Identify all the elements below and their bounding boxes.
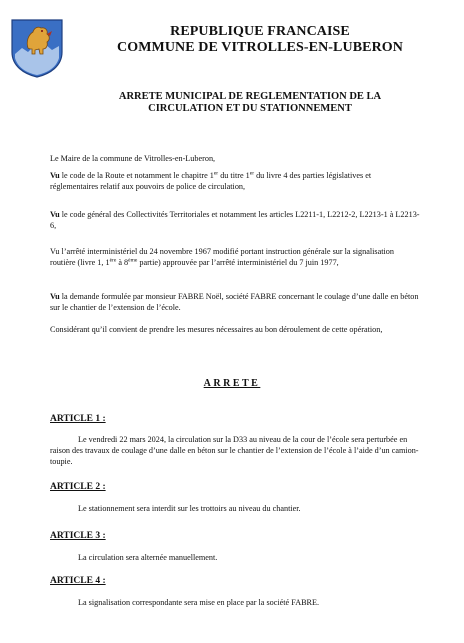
article-2-text: Le stationnement sera interdit sur les trottoirs au niveau du chantier. — [78, 504, 301, 513]
preamble-considerant: Considérant qu’il convient de prendre les mesures nécessaires au bon déroulement de cette opération, — [50, 325, 383, 334]
document-title-line-2: CIRCULATION ET DU STATIONNEMENT — [148, 103, 352, 114]
document-title-line-1: ARRETE MUNICIPAL DE REGLEMENTATION DE LA — [118, 91, 382, 102]
commune-heading: COMMUNE DE VITROLLES-EN-LUBERON — [117, 40, 403, 55]
article-3-text: La circulation sera alternée manuellement. — [78, 553, 218, 562]
article-4-heading: ARTICLE 4 : — [50, 576, 106, 586]
article-2-heading: ARTICLE 2 : — [50, 482, 106, 492]
preamble-vu-arrete-1967: Vu l’arrêté interministériel du 24 novembre 1967 modifié portant instruction générale sur la signalisation routière (livre 1, 1ère à 8ème partie) approuvée par l’arrêté interministériel du 7 juin 1977, — [50, 247, 394, 267]
preamble-vu-cgct: Vu le code général des Collectivités Territoriales et notamment les articles L2211-1, L2212-2, L2213-1 à L2213-6, — [50, 210, 420, 230]
preamble-vu-demande: Vu la demande formulée par monsieur FABRE Noël, société FABRE concernant le coulage d’une dalle en béton sur le chantier de l’extension de l’école. — [50, 292, 419, 312]
preamble-vu-code-route: Vu le code de la Route et notamment le chapitre 1er du titre 1er du livre 4 des parties législatives et réglementaires relatif aux pouvoirs de police de circulation, — [50, 170, 372, 191]
preamble-intro: Le Maire de la commune de Vitrolles-en-Luberon, — [50, 154, 216, 163]
republic-heading: REPUBLIQUE FRANCAISE — [170, 24, 350, 39]
article-1-text: Le vendredi 22 mars 2024, la circulation sur la D33 au niveau de la cour de l’école sera perturbée en raison des travaux de coulage d’une dalle en béton sur le chantier de l’extension de l’école à l’aide d’un camion-toupie. — [50, 435, 419, 466]
arrete-heading: ARRETE — [203, 378, 261, 389]
article-1-heading: ARTICLE 1 : — [50, 414, 106, 424]
article-4-text: La signalisation correspondante sera mise en place par la société FABRE. — [78, 598, 320, 607]
article-3-heading: ARTICLE 3 : — [50, 531, 106, 541]
coat-of-arms-icon — [10, 18, 64, 78]
